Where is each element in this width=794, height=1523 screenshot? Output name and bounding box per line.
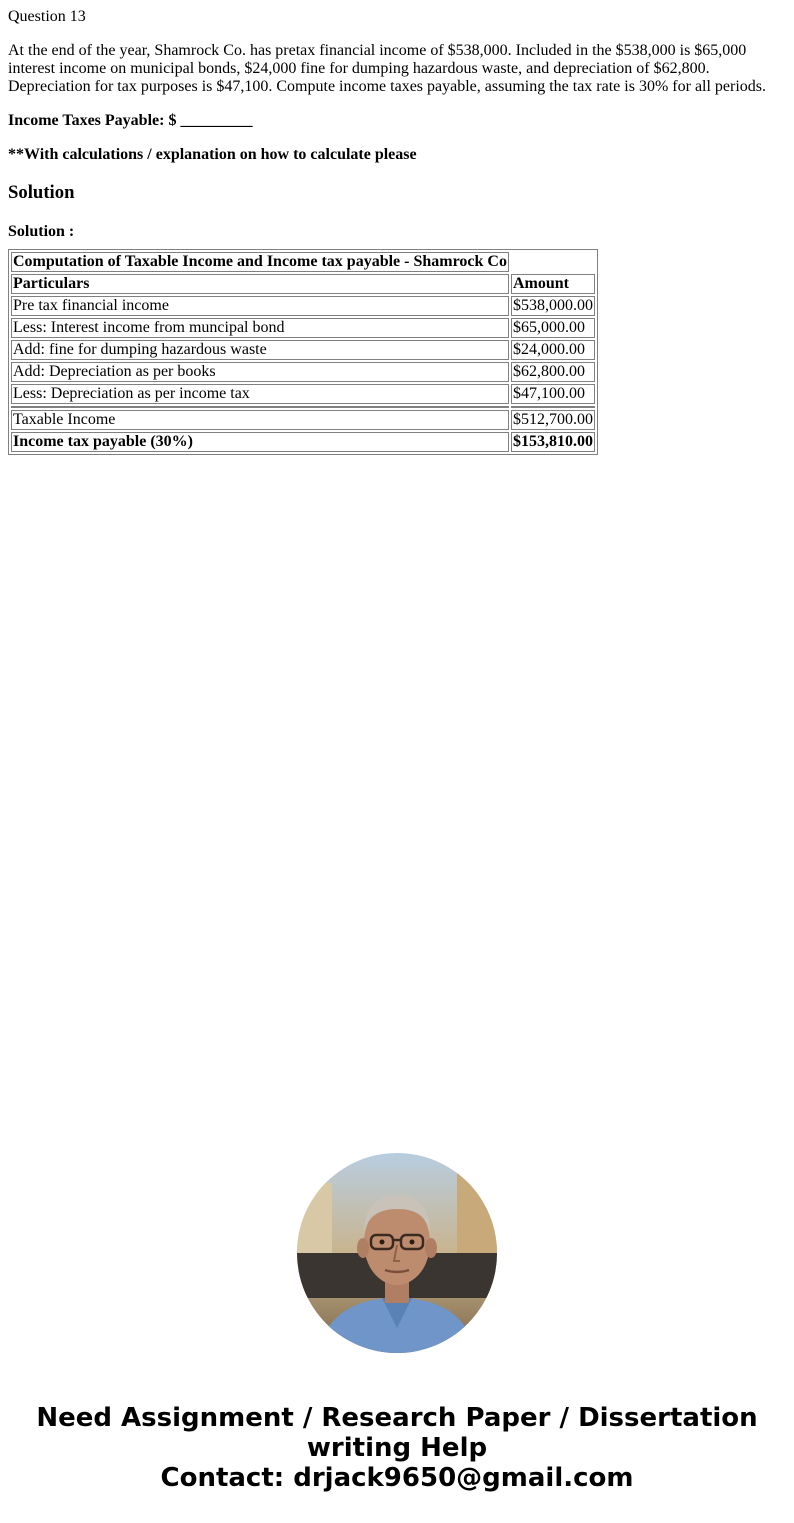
promo-banner: [0, 1403, 794, 1493]
promo-contact: Contact: drjack9650@gmail.com: [160, 1463, 634, 1493]
computation-table: [8, 249, 598, 455]
row-particular: Less: Depreciation as per income tax: [11, 384, 509, 404]
question-body: At the end of the year, Shamrock Co. has pretax financial income of $538,000. Included in the $538,000 is $65,000 interest income on municipal bonds, $24,000 fine for dumping hazardous waste, and depreciation of $62,800. Depreciation for tax purposes is $47,100. Compute income taxes payable, assuming the tax rate is 30% for all periods.: [8, 42, 767, 95]
taxable-income-label: Taxable Income: [11, 410, 509, 430]
promo-line: writing Help: [306, 1433, 488, 1463]
table-row: [11, 384, 595, 404]
separator-row: [11, 406, 595, 408]
header-particulars: Particulars: [11, 274, 509, 294]
solution-label: Solution :: [8, 223, 75, 240]
question-title: Question 13: [8, 8, 86, 25]
empty-cell: [511, 252, 595, 272]
solution-heading: Solution: [8, 182, 75, 203]
row-particular: Add: Depreciation as per books: [11, 362, 509, 382]
row-amount: $24,000.00: [511, 340, 595, 360]
row-particular: Add: fine for dumping hazardous waste: [11, 340, 509, 360]
row-amount: $62,800.00: [511, 362, 595, 382]
table-row: [11, 296, 595, 316]
table-row: [11, 362, 595, 382]
row-particular: Less: Interest income from muncipal bond: [11, 318, 509, 338]
author-avatar: [297, 1153, 497, 1353]
question-note: **With calculations / explanation on how to calculate please: [8, 146, 417, 163]
taxable-income-row: [11, 410, 595, 430]
table-title-row: [11, 252, 595, 272]
tax-payable-amount: $153,810.00: [512, 433, 593, 450]
question-payable-line: Income Taxes Payable: $ _________: [8, 112, 253, 129]
row-amount: $65,000.00: [511, 318, 595, 338]
portrait-photo: [297, 1153, 497, 1353]
row-amount: $538,000.00: [512, 297, 593, 314]
separator-cell: [511, 406, 595, 408]
promo-line: Need Assignment / Research Paper / Dissertation: [36, 1403, 758, 1433]
table-title: Computation of Taxable Income and Income tax payable - Shamrock Co: [13, 253, 507, 270]
table-row: [11, 340, 595, 360]
tax-payable-label: Income tax payable (30%): [11, 432, 509, 452]
row-amount: $47,100.00: [511, 384, 595, 404]
header-amount: Amount: [511, 274, 595, 294]
separator-cell: [11, 406, 509, 408]
tax-payable-row: [11, 432, 595, 452]
table-header-row: [11, 274, 595, 294]
taxable-income-amount: $512,700.00: [512, 411, 593, 428]
table-row: [11, 318, 595, 338]
row-particular: Pre tax financial income: [11, 296, 509, 316]
